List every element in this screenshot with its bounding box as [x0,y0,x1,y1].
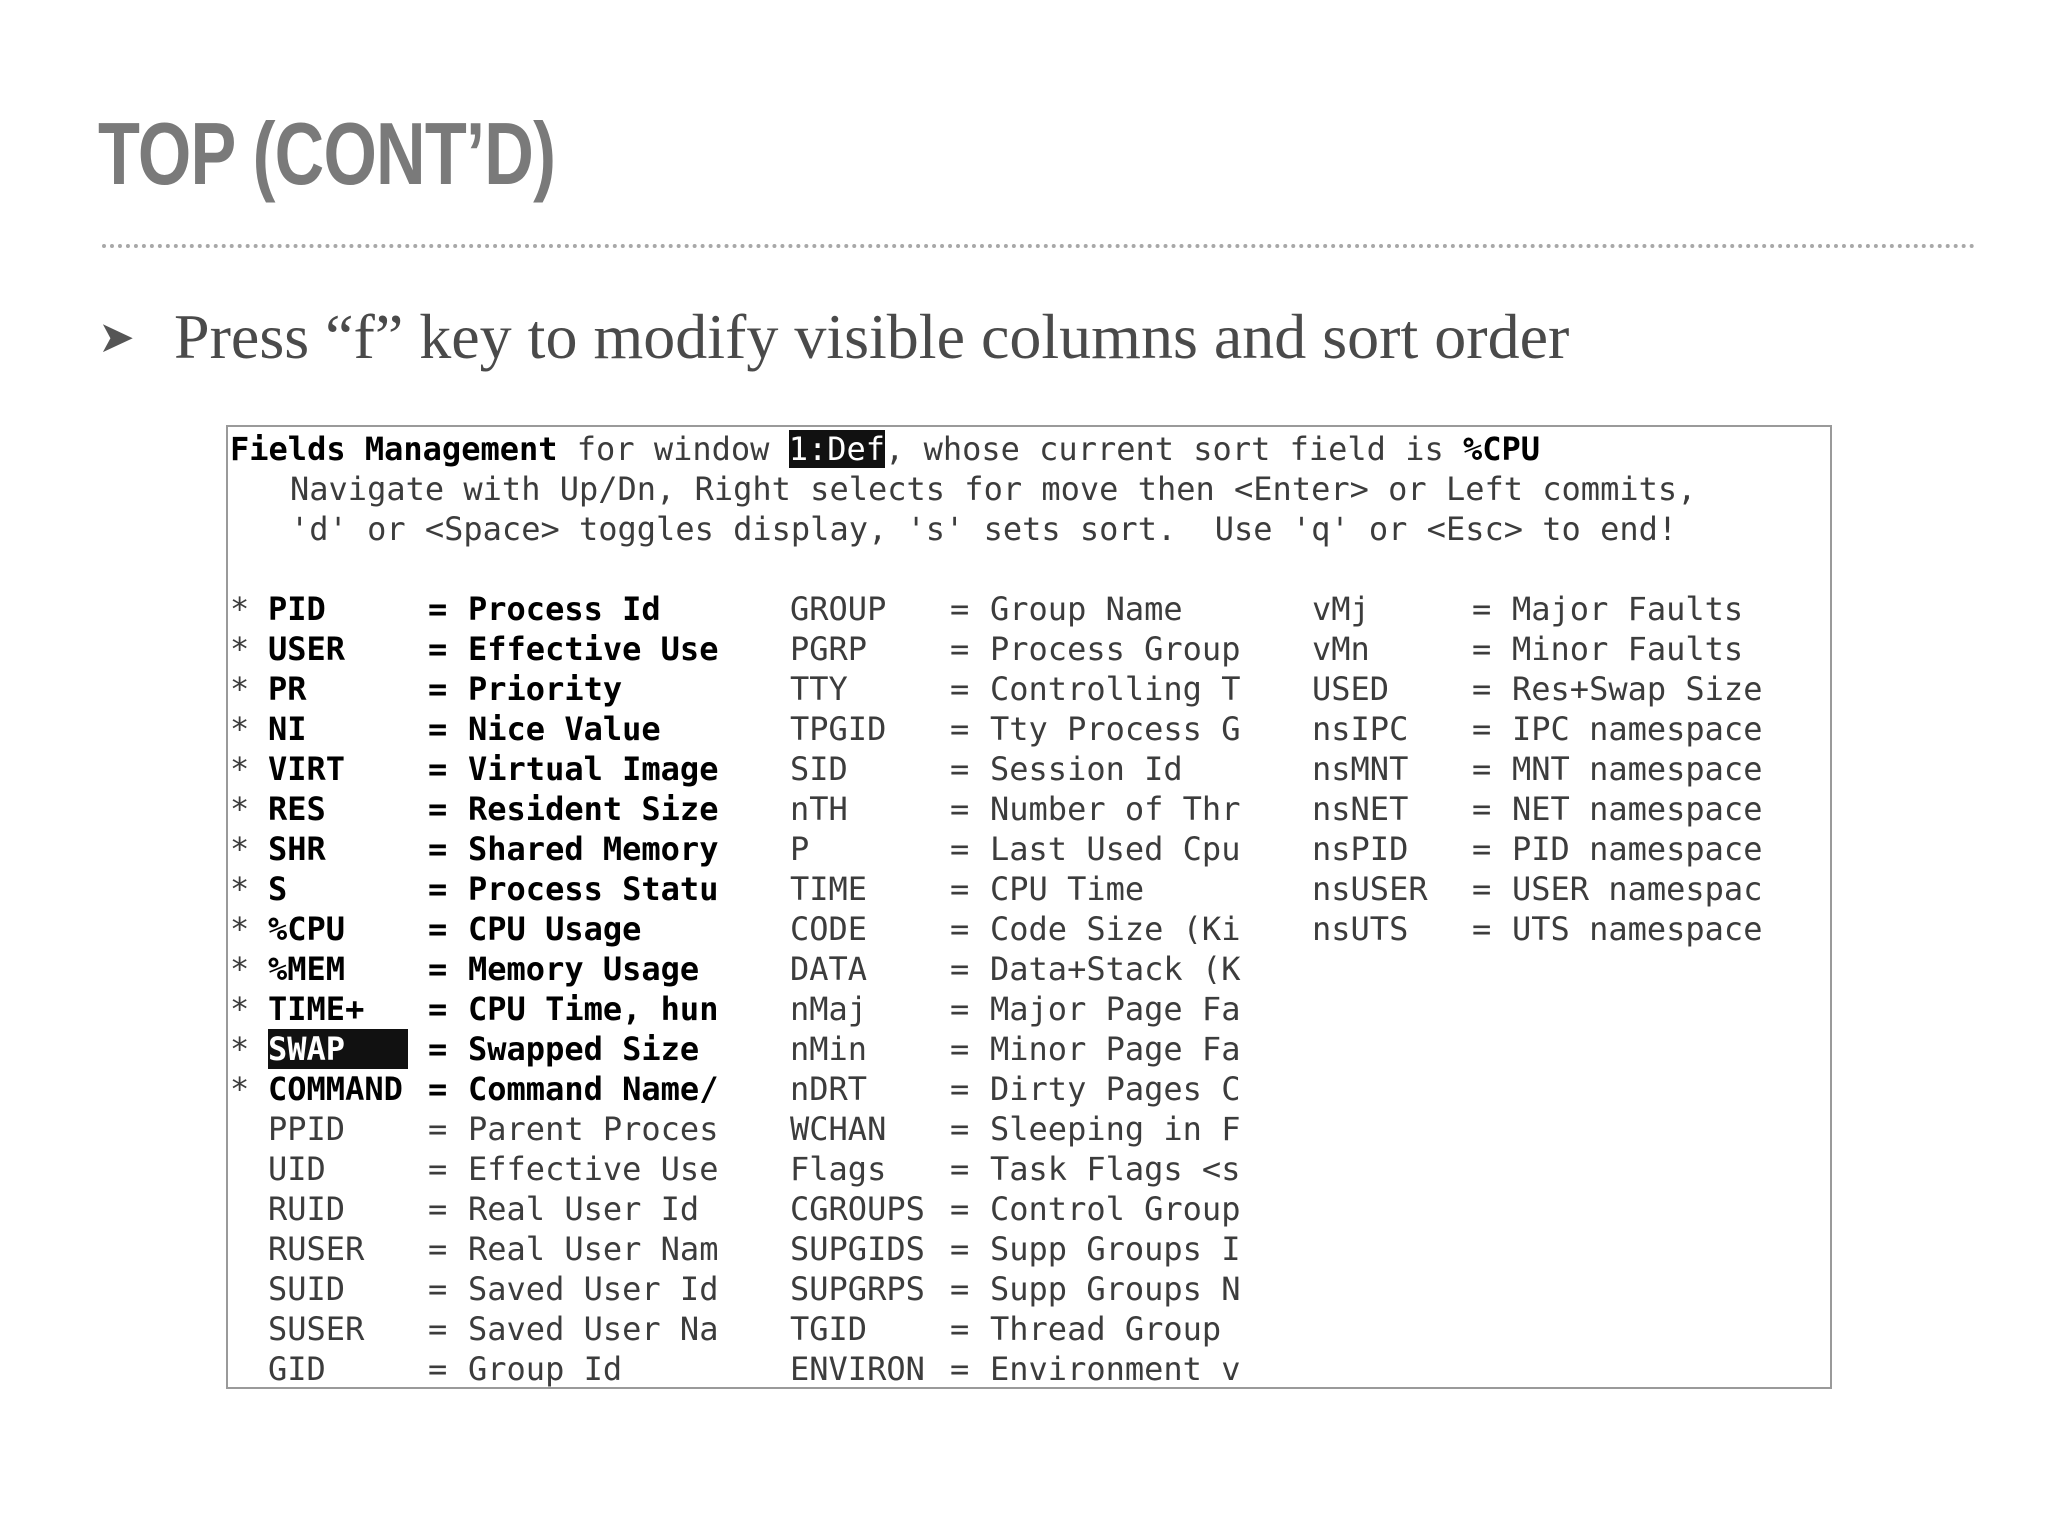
field-key: COMMAND [268,1070,403,1108]
field-key: GID [268,1350,326,1388]
header-sort-text: , whose current sort field is [885,430,1463,468]
field-equals: = [428,1070,448,1108]
field-description: Number of Thr [990,790,1241,828]
field-description: Major Faults [1512,590,1744,628]
field-key: TGID [790,1310,868,1348]
field-equals: = [428,1270,448,1308]
field-equals: = [950,910,970,948]
field-description: CPU Usage [468,910,642,948]
displayed-marker: * [230,630,250,668]
field-description: Process Group [990,630,1241,668]
field-key: nsIPC [1312,710,1409,748]
field-key: USER [268,630,346,668]
field-key: Flags [790,1150,887,1188]
field-key: vMj [1312,590,1370,628]
field-key: PR [268,670,307,708]
field-key: NI [268,710,307,748]
field-description: Data+Stack (K [990,950,1241,988]
field-key: TPGID [790,710,887,748]
field-description: Parent Proces [468,1110,719,1148]
field-key: nsNET [1312,790,1409,828]
field-key: UID [268,1150,326,1188]
field-description: Process Statu [468,870,719,908]
field-description: Nice Value [468,710,661,748]
field-key: nDRT [790,1070,868,1108]
field-key: nsPID [1312,830,1409,868]
field-description: Minor Faults [1512,630,1744,668]
displayed-marker: * [230,990,250,1028]
field-equals: = [950,790,970,828]
field-key: RUID [268,1190,346,1228]
field-key: RUSER [268,1230,365,1268]
field-description: CPU Time, hun [468,990,719,1028]
dotted-divider [102,244,1976,248]
field-key: PPID [268,1110,346,1148]
field-key: SUID [268,1270,346,1308]
help-line-toggles: 'd' or <Space> toggles display, 's' sets sort. Use 'q' or <Esc> to end! [290,510,1678,548]
field-equals: = [1472,590,1492,628]
field-equals: = [428,870,448,908]
field-key: CGROUPS [790,1190,925,1228]
field-description: MNT namespace [1512,750,1763,788]
field-key: VIRT [268,750,346,788]
field-equals: = [428,590,448,628]
header-for-window: for window [557,430,789,468]
field-description: Saved User Na [468,1310,719,1348]
field-equals: = [950,590,970,628]
field-key: %MEM [268,950,346,988]
bullet-text: Press “f” key to modify visible columns and sort order [174,301,1570,372]
displayed-marker: * [230,830,250,868]
field-equals: = [428,1230,448,1268]
field-description: Last Used Cpu [990,830,1241,868]
field-key: SUPGRPS [790,1270,925,1308]
field-equals: = [428,1150,448,1188]
terminal-screenshot [226,425,1832,1389]
field-equals: = [1472,710,1492,748]
field-description: USER namespac [1512,870,1763,908]
field-equals: = [428,830,448,868]
field-key: nTH [790,790,848,828]
fields-management-header [230,429,1540,469]
field-key: TIME [790,870,868,908]
field-equals: = [1472,630,1492,668]
field-description: Controlling T [990,670,1241,708]
displayed-marker: * [230,910,250,948]
field-description: Code Size (Ki [990,910,1241,948]
field-description: Sleeping in F [990,1110,1241,1148]
field-description: Res+Swap Size [1512,670,1763,708]
field-description: CPU Time [990,870,1145,908]
window-name: 1:Def [788,430,886,468]
displayed-marker: * [230,670,250,708]
field-description: Real User Id [468,1190,700,1228]
field-equals: = [950,1270,970,1308]
field-key: PID [268,590,326,628]
field-description: Resident Size [468,790,719,828]
field-equals: = [428,670,448,708]
field-key: S [268,870,288,908]
field-key: nMaj [790,990,868,1028]
field-description: Virtual Image [468,750,719,788]
field-description: Major Page Fa [990,990,1241,1028]
field-description: Real User Nam [468,1230,719,1268]
field-description: Supp Groups I [990,1230,1241,1268]
field-equals: = [1472,750,1492,788]
field-equals: = [428,630,448,668]
field-equals: = [950,1070,970,1108]
field-equals: = [950,630,970,668]
field-equals: = [428,1350,448,1388]
field-equals: = [1472,910,1492,948]
field-description: Control Group [990,1190,1241,1228]
field-key [268,1029,408,1069]
displayed-marker: * [230,870,250,908]
field-equals: = [950,1350,970,1388]
field-equals: = [950,670,970,708]
field-equals: = [428,950,448,988]
displayed-marker: * [230,710,250,748]
field-equals: = [950,750,970,788]
field-equals: = [1472,830,1492,868]
field-key: RES [268,790,326,828]
field-description: Priority [468,670,623,708]
field-description: Swapped Size [468,1030,700,1068]
field-equals: = [950,1110,970,1148]
field-key: USED [1312,670,1390,708]
field-key: SUPGIDS [790,1230,925,1268]
field-description: Command Name/ [468,1070,719,1108]
field-description: Minor Page Fa [990,1030,1241,1068]
help-line-navigate: Navigate with Up/Dn, Right selects for move then <Enter> or Left commits, [290,470,1697,508]
field-equals: = [428,1030,448,1068]
field-description: Memory Usage [468,950,700,988]
field-description: PID namespace [1512,830,1763,868]
field-equals: = [428,910,448,948]
field-key: P [790,830,810,868]
field-description: UTS namespace [1512,910,1763,948]
field-key: SUSER [268,1310,365,1348]
field-key: PGRP [790,630,868,668]
field-key: TIME+ [268,990,365,1028]
field-key: vMn [1312,630,1370,668]
field-key: nsMNT [1312,750,1409,788]
field-equals: = [950,1190,970,1228]
field-key: WCHAN [790,1110,887,1148]
displayed-marker: * [230,950,250,988]
field-description: Tty Process G [990,710,1241,748]
field-description: Environment v [990,1350,1241,1388]
field-key: DATA [790,950,868,988]
field-key: GROUP [790,590,887,628]
selected-field-highlight[interactable]: SWAP [268,1029,408,1069]
field-key: TTY [790,670,848,708]
field-key: SHR [268,830,326,868]
field-equals: = [950,1310,970,1348]
field-equals: = [950,950,970,988]
field-description: Shared Memory [468,830,719,868]
field-key: nsUSER [1312,870,1428,908]
field-equals: = [428,750,448,788]
field-equals: = [428,710,448,748]
field-description: Group Id [468,1350,623,1388]
field-equals: = [950,990,970,1028]
field-equals: = [1472,870,1492,908]
field-key: %CPU [268,910,346,948]
field-equals: = [428,790,448,828]
displayed-marker: * [230,790,250,828]
field-key: nsUTS [1312,910,1409,948]
field-description: Effective Use [468,1150,719,1188]
field-equals: = [950,1150,970,1188]
field-description: Group Name [990,590,1183,628]
field-equals: = [428,990,448,1028]
field-equals: = [428,1310,448,1348]
field-key: CODE [790,910,868,948]
field-description: IPC namespace [1512,710,1763,748]
field-description: Supp Groups N [990,1270,1241,1308]
field-description: Task Flags <s [990,1150,1241,1188]
displayed-marker: * [230,750,250,788]
field-equals: = [950,830,970,868]
displayed-marker: * [230,590,250,628]
field-equals: = [428,1190,448,1228]
field-description: Dirty Pages C [990,1070,1241,1108]
field-equals: = [950,870,970,908]
field-description: NET namespace [1512,790,1763,828]
header-title: Fields Management [230,430,558,468]
slide-title: TOP (CONT’D) [98,104,556,203]
field-key: ENVIRON [790,1350,925,1388]
field-key: SID [790,750,848,788]
field-equals: = [950,1230,970,1268]
field-description: Session Id [990,750,1183,788]
field-equals: = [950,710,970,748]
displayed-marker: * [230,1070,250,1108]
field-equals: = [950,1030,970,1068]
bullet-point [98,300,1569,374]
field-description: Process Id [468,590,661,628]
arrow-bullet-icon: ➤ [98,311,135,363]
field-description: Effective Use [468,630,719,668]
field-description: Saved User Id [468,1270,719,1308]
field-equals: = [1472,670,1492,708]
field-equals: = [428,1110,448,1148]
sort-field: %CPU [1463,430,1541,468]
field-description: Thread Group [990,1310,1222,1348]
field-key: nMin [790,1030,868,1068]
field-equals: = [1472,790,1492,828]
displayed-marker: * [230,1030,250,1068]
